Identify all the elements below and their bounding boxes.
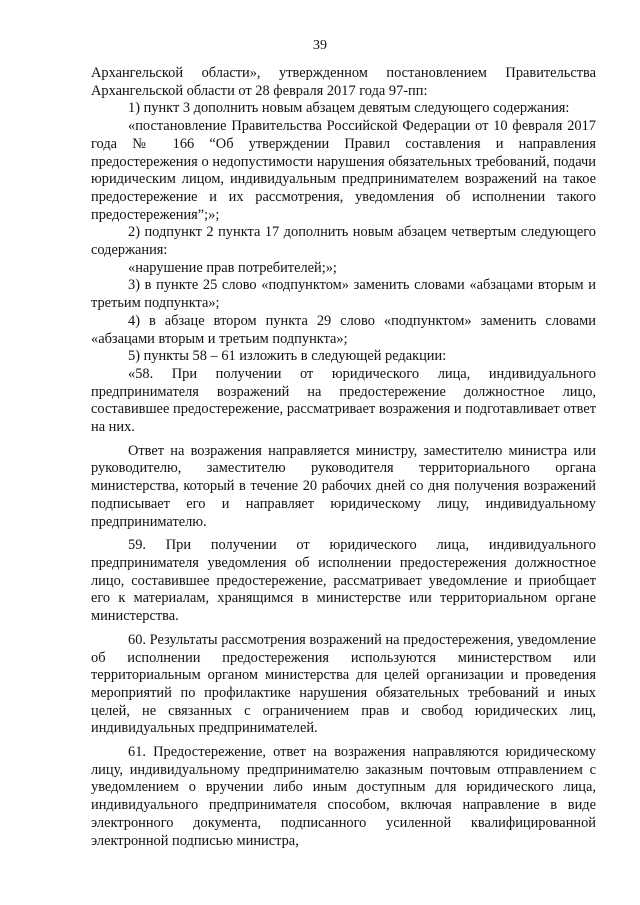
paragraph: «постановление Правительства Российской Федерации от 10 февраля 2017 года № 166 “Об утверждении Правил составления и направления предостережения о недопустимости нарушения обязательных требований, подачи юридическим лицом, индивидуальным предпринимателем возражений на такое предостережение и их рассмотрения, уведомления об исполнении такого предостережения”;»; bbox=[91, 118, 596, 223]
paragraph: «58. При получении от юридического лица, индивидуального предпринимателя возражений на предостережение должностное лицо, составившее предостережение, рассматривает возражения и подготавливает ответ на них. bbox=[91, 365, 596, 436]
paragraph: 5) пункты 58 – 61 изложить в следующей редакции: bbox=[128, 348, 447, 365]
document-body bbox=[91, 65, 596, 850]
paragraph: 4) в абзаце втором пункта 29 слово «подпунктом» заменить словами «абзацами вторым и третьим подпункта»; bbox=[91, 312, 596, 347]
paragraph: «нарушение прав потребителей;»; bbox=[128, 259, 337, 276]
paragraph: 1) пункт 3 дополнить новым абзацем девятым следующего содержания: bbox=[128, 100, 570, 117]
page-number: 39 bbox=[313, 38, 327, 53]
paragraph: 3) в пункте 25 слово «подпунктом» заменить словами «абзацами вторым и третьим подпункта»; bbox=[91, 277, 596, 312]
paragraph: 60. Результаты рассмотрения возражений на предостережения, уведомление об исполнении предостережения используются министерством или территориальным органом министерства для целей организации и проведения мероприятий по профилактике нарушения обязательных требований и иных целей, не связанных с ограничением прав и свобод юридических лиц, индивидуальных предпринимателей. bbox=[91, 631, 596, 737]
paragraph: 59. При получении от юридического лица, индивидуального предпринимателя уведомления об исполнении предостережения должностное лицо, составившее предостережение, рассматривает уведомление и приобщает его к материалам, хранящимся в министерстве или территориальном органе министерства. bbox=[91, 537, 596, 625]
paragraph: Ответ на возражения направляется министру, заместителю министра или руководителю, заместителю руководителя территориального органа министерства, который в течение 20 рабочих дней со дня получения возражений подписывает его и направляет юридическому лицу, индивидуальному предпринимателю. bbox=[91, 442, 596, 530]
paragraph: Архангельской области», утвержденном постановлением Правительства Архангельской области от 28 февраля 2017 года 97-пп: bbox=[91, 65, 596, 99]
paragraph: 2) подпункт 2 пункта 17 дополнить новым абзацем четвертым следующего содержания: bbox=[91, 224, 596, 259]
paragraph: 61. Предостережение, ответ на возражения направляются юридическому лицу, индивидуальному предпринимателю заказным почтовым отправлением с уведомлением о вручении либо иным доступным для юридического лица, индивидуального предпринимателя способом, включая направление в виде электронного документа, подписанного усиленной квалифицированной электронной подписью министра, bbox=[91, 744, 596, 849]
